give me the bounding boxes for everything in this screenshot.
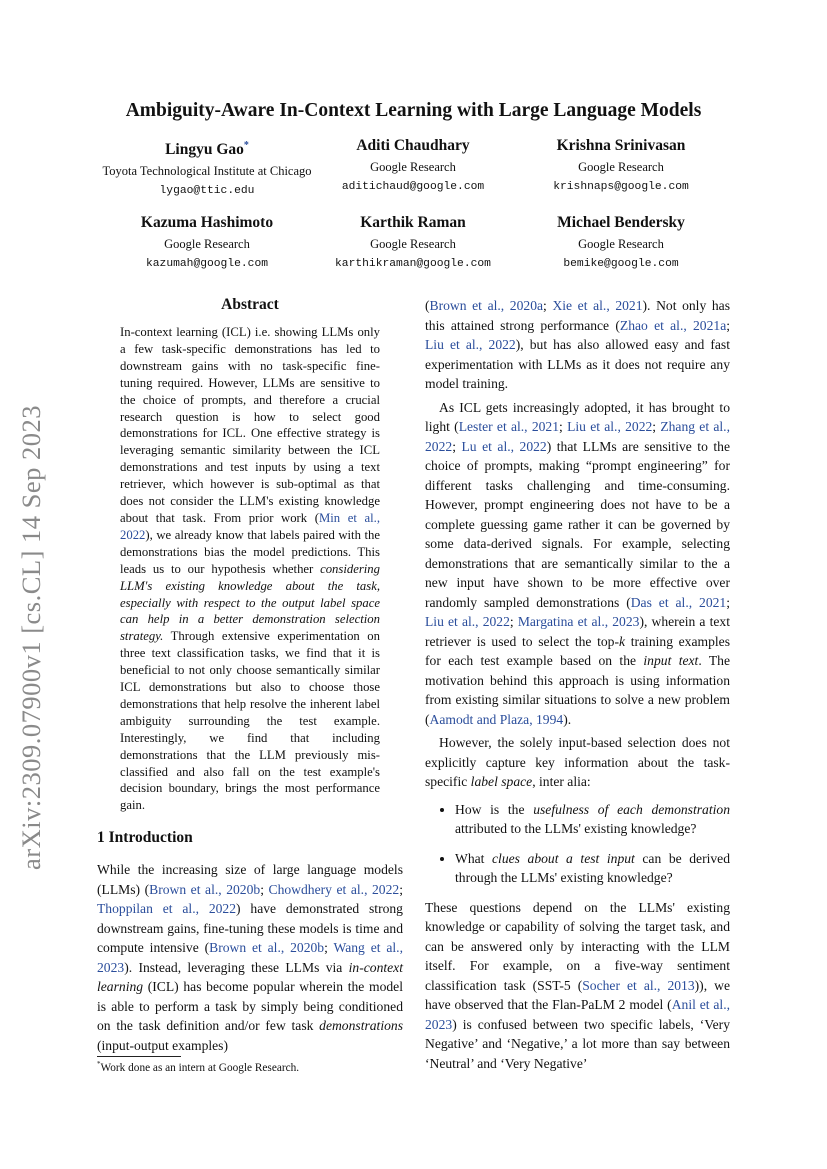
citation-link[interactable]: Das et al., 2021 [630, 594, 727, 610]
footnote-text: Work done as an intern at Google Research. [100, 1061, 300, 1074]
citation-link[interactable]: Thoppilan et al., 2022 [97, 901, 237, 916]
citation-link[interactable]: Zhang et al., 2022 [425, 419, 730, 454]
author-email: bemike@google.com [563, 258, 679, 270]
abstract-text: ), we already know that labels paired with the demonstrations bias the model predictions. This leads us to our hypothesis whether [120, 527, 380, 576]
body-text: (input-output examples) [97, 1037, 228, 1053]
body-text: ; [260, 881, 269, 897]
footnote-mark: * [97, 1060, 101, 1068]
author-email: lygao@ttic.edu [159, 185, 255, 198]
emphasis-text: input text [643, 653, 699, 668]
citation-link[interactable]: Anil et al., 2023 [425, 997, 730, 1032]
body-text: ). Not only has this attained strong performance ( [425, 298, 730, 333]
author-name: Lingyu Gao [165, 141, 244, 159]
math-variable: k [619, 633, 626, 649]
body-text: can be derived through the LLMs' existing knowledge? [455, 850, 731, 885]
paragraph [425, 898, 730, 1074]
citation-link[interactable]: Brown et al., 2020b [149, 881, 261, 897]
body-text: While the increasing size of large language models (LLMs) ( [97, 862, 403, 897]
citation-link[interactable]: Liu et al., 2022 [567, 419, 653, 434]
citation-link[interactable]: Liu et al., 2022 [425, 614, 510, 629]
author-block [298, 136, 528, 196]
body-text: What [455, 850, 493, 866]
body-text: ; [509, 614, 518, 629]
citation-link[interactable]: Chowdhery et al., 2022 [268, 881, 400, 897]
author-block [506, 136, 736, 196]
body-text: ; [652, 419, 661, 434]
author-email: aditichaud@google.com [341, 181, 485, 193]
abstract-body [120, 324, 380, 814]
list-item [455, 800, 730, 839]
body-text: attributed to the LLMs' existing knowledge? [455, 821, 697, 836]
bullet-list [425, 800, 730, 888]
section-heading-introduction: 1 Introduction [97, 829, 193, 846]
citation-link[interactable]: Wang et al., 2023 [97, 940, 403, 975]
body-text: ). Instead, leveraging these LLMs via [124, 959, 349, 975]
emphasis-text: demonstrations [319, 1018, 403, 1033]
author-block [92, 213, 322, 273]
author-block [506, 213, 736, 273]
body-text: ; [726, 594, 730, 610]
intro-paragraph [97, 860, 403, 1055]
right-column [425, 296, 730, 1073]
emphasis-text: label space [470, 774, 533, 789]
body-text: ) have demonstrated strong downstream gains, fine-tuning these models is time and compute intensive ( [97, 901, 403, 955]
body-text: ), wherein a text retriever is used to select the top- [425, 614, 730, 649]
author-name: Kazuma Hashimoto [140, 214, 274, 231]
author-footnote-mark[interactable]: * [243, 140, 249, 151]
author-affiliation: Google Research [164, 237, 250, 251]
body-text: ) that LLMs are sensitive to the choice of prompts, making “prompt engineering” for different tasks challenging and time-consuming. However, prompt engineering does not have to be a complete guessing game rather it can be governed by some data-derived signals. For example, selecting demonstrations that are semantically similar to the a new input have shown to be more effective over randomly sampled demonstrations ( [425, 438, 730, 610]
body-text: ; [452, 438, 462, 454]
citation-link[interactable]: Min et al., 2022 [120, 510, 381, 542]
body-text: These questions depend on the LLMs' existing knowledge or capability of solving the target task, and can be answered only by interacting with the LLM itself. For example, on a five-way sentiment classification task (SST-5 ( [425, 899, 730, 993]
author-affiliation: Google Research [370, 160, 456, 174]
body-text: )), we have observed that the Flan-PaLM 2 model ( [425, 977, 730, 1012]
author-name: Karthik Raman [360, 214, 466, 231]
citation-link[interactable]: Lester et al., 2021 [458, 419, 560, 434]
body-text: ) is confused between two specific labels, ‘Very Negative’ and ‘Negative,’ a lot more than say between ‘Neutral’ and ‘Very Negative’ [425, 1016, 730, 1071]
abstract-hypothesis: considering LLM's existing knowledge about the task, especially with respect to the output label space can help in a better demonstration selection strategy. [120, 561, 380, 644]
footnote-rule [97, 1056, 181, 1057]
body-text: How is the [455, 801, 534, 817]
paragraph [425, 398, 730, 730]
author-affiliation: Google Research [370, 237, 456, 251]
citation-link[interactable]: Margatina et al., 2023 [517, 614, 640, 629]
citation-link[interactable]: Socher et al., 2013 [582, 977, 695, 993]
body-text: ; [726, 317, 731, 333]
citation-link[interactable]: Aamodt and Plaza, 1994 [429, 711, 564, 727]
body-text: As ICL gets increasingly adopted, it has brought to light ( [425, 399, 730, 434]
author-email: krishnaps@google.com [553, 181, 689, 193]
author-name: Michael Bendersky [557, 214, 685, 231]
body-text: ), but has also allowed easy and fast experimentation with LLMs as it does not require any model training. [425, 337, 730, 391]
emphasis-text: usefulness of each demonstration [533, 801, 730, 817]
body-text: . The motivation behind this approach is using information from existing similar situations to solve a new problem ( [425, 653, 730, 727]
author-name: Krishna Srinivasan [556, 137, 686, 154]
citation-link[interactable]: Liu et al., 2022 [425, 337, 516, 352]
body-text: ). [563, 711, 572, 727]
body-text: ; [324, 940, 334, 955]
body-text: ; [399, 881, 403, 897]
citation-link[interactable]: Brown et al., 2020b [209, 940, 325, 955]
abstract-text: Through extensive experimentation on three text classification tasks, we find that it is beneficial to not only choose semantically similar ICL demonstrations but also to choose those demonstrations that help resolve the inherent label ambiguity surrounding the test example. Interestingly, we find that including demonstrations that the LLM previously mis-classified and also fall on the test example's decision boundary, brings the most performance gain. [120, 629, 380, 813]
list-item [455, 849, 730, 888]
abstract-text: In-context learning (ICL) i.e. showing LLMs only a few task-specific demonstrations has led to downstream gains with no task-specific fine-tuning required. However, LLMs are sensitive to the choice of prompts, and therefore a crucial research question is how to select good demonstrations for ICL. One effective strategy is leveraging semantic similarity between the ICL demonstrations and test inputs by using a text retriever, which however is sub-optimal as that does not consider the LLM's existing knowledge about that task. From prior work ( [120, 325, 380, 525]
paper-title: Ambiguity-Aware In-Context Learning with Large Language Models [125, 100, 702, 121]
paragraph: (Brown et al., 2020a; Xie et al., 2021). Not only has this attained strong performance (Zhao et al., 2021a; Liu et al., 2022), but has also allowed easy and fast experimentation with LLMs as it does not require any model training. [425, 298, 731, 391]
author-email: karthikraman@google.com [335, 258, 491, 270]
body-text: ; [559, 419, 568, 434]
footnote [97, 1060, 299, 1074]
author-name: Aditi Chaudhary [356, 137, 470, 154]
emphasis-text: clues about a test input [492, 850, 635, 866]
body-text: training examples for each test example based on the [425, 633, 730, 668]
author-block [92, 136, 322, 200]
emphasis-text: in-context learning [97, 959, 403, 994]
author-affiliation: Google Research [578, 160, 664, 174]
citation-link[interactable]: Lu et al., 2022 [461, 438, 547, 454]
arxiv-stamp[interactable]: arXiv:2309.07900v1 [cs.CL] 14 Sep 2023 [16, 404, 46, 870]
body-text: (ICL) has become popular wherein the model is able to perform a task by simply being conditioned on the task definition and/or few task [97, 979, 403, 1033]
author-block [298, 213, 528, 273]
body-text: , inter alia: [532, 774, 591, 789]
author-email: kazumah@google.com [145, 258, 269, 270]
citation-link[interactable]: Zhao et al., 2021a [619, 317, 727, 333]
author-affiliation: Toyota Technological Institute at Chicago [102, 164, 312, 179]
body-text: ; [543, 298, 553, 313]
author-affiliation: Google Research [578, 237, 664, 251]
paragraph [425, 733, 730, 792]
body-text: However, the solely input-based selection does not explicitly capture key information about the task-specific [425, 735, 730, 789]
citation-link[interactable]: Brown et al., 2020a [429, 298, 544, 313]
citation-link[interactable]: Xie et al., 2021 [552, 298, 643, 313]
abstract-heading: Abstract [221, 296, 279, 313]
